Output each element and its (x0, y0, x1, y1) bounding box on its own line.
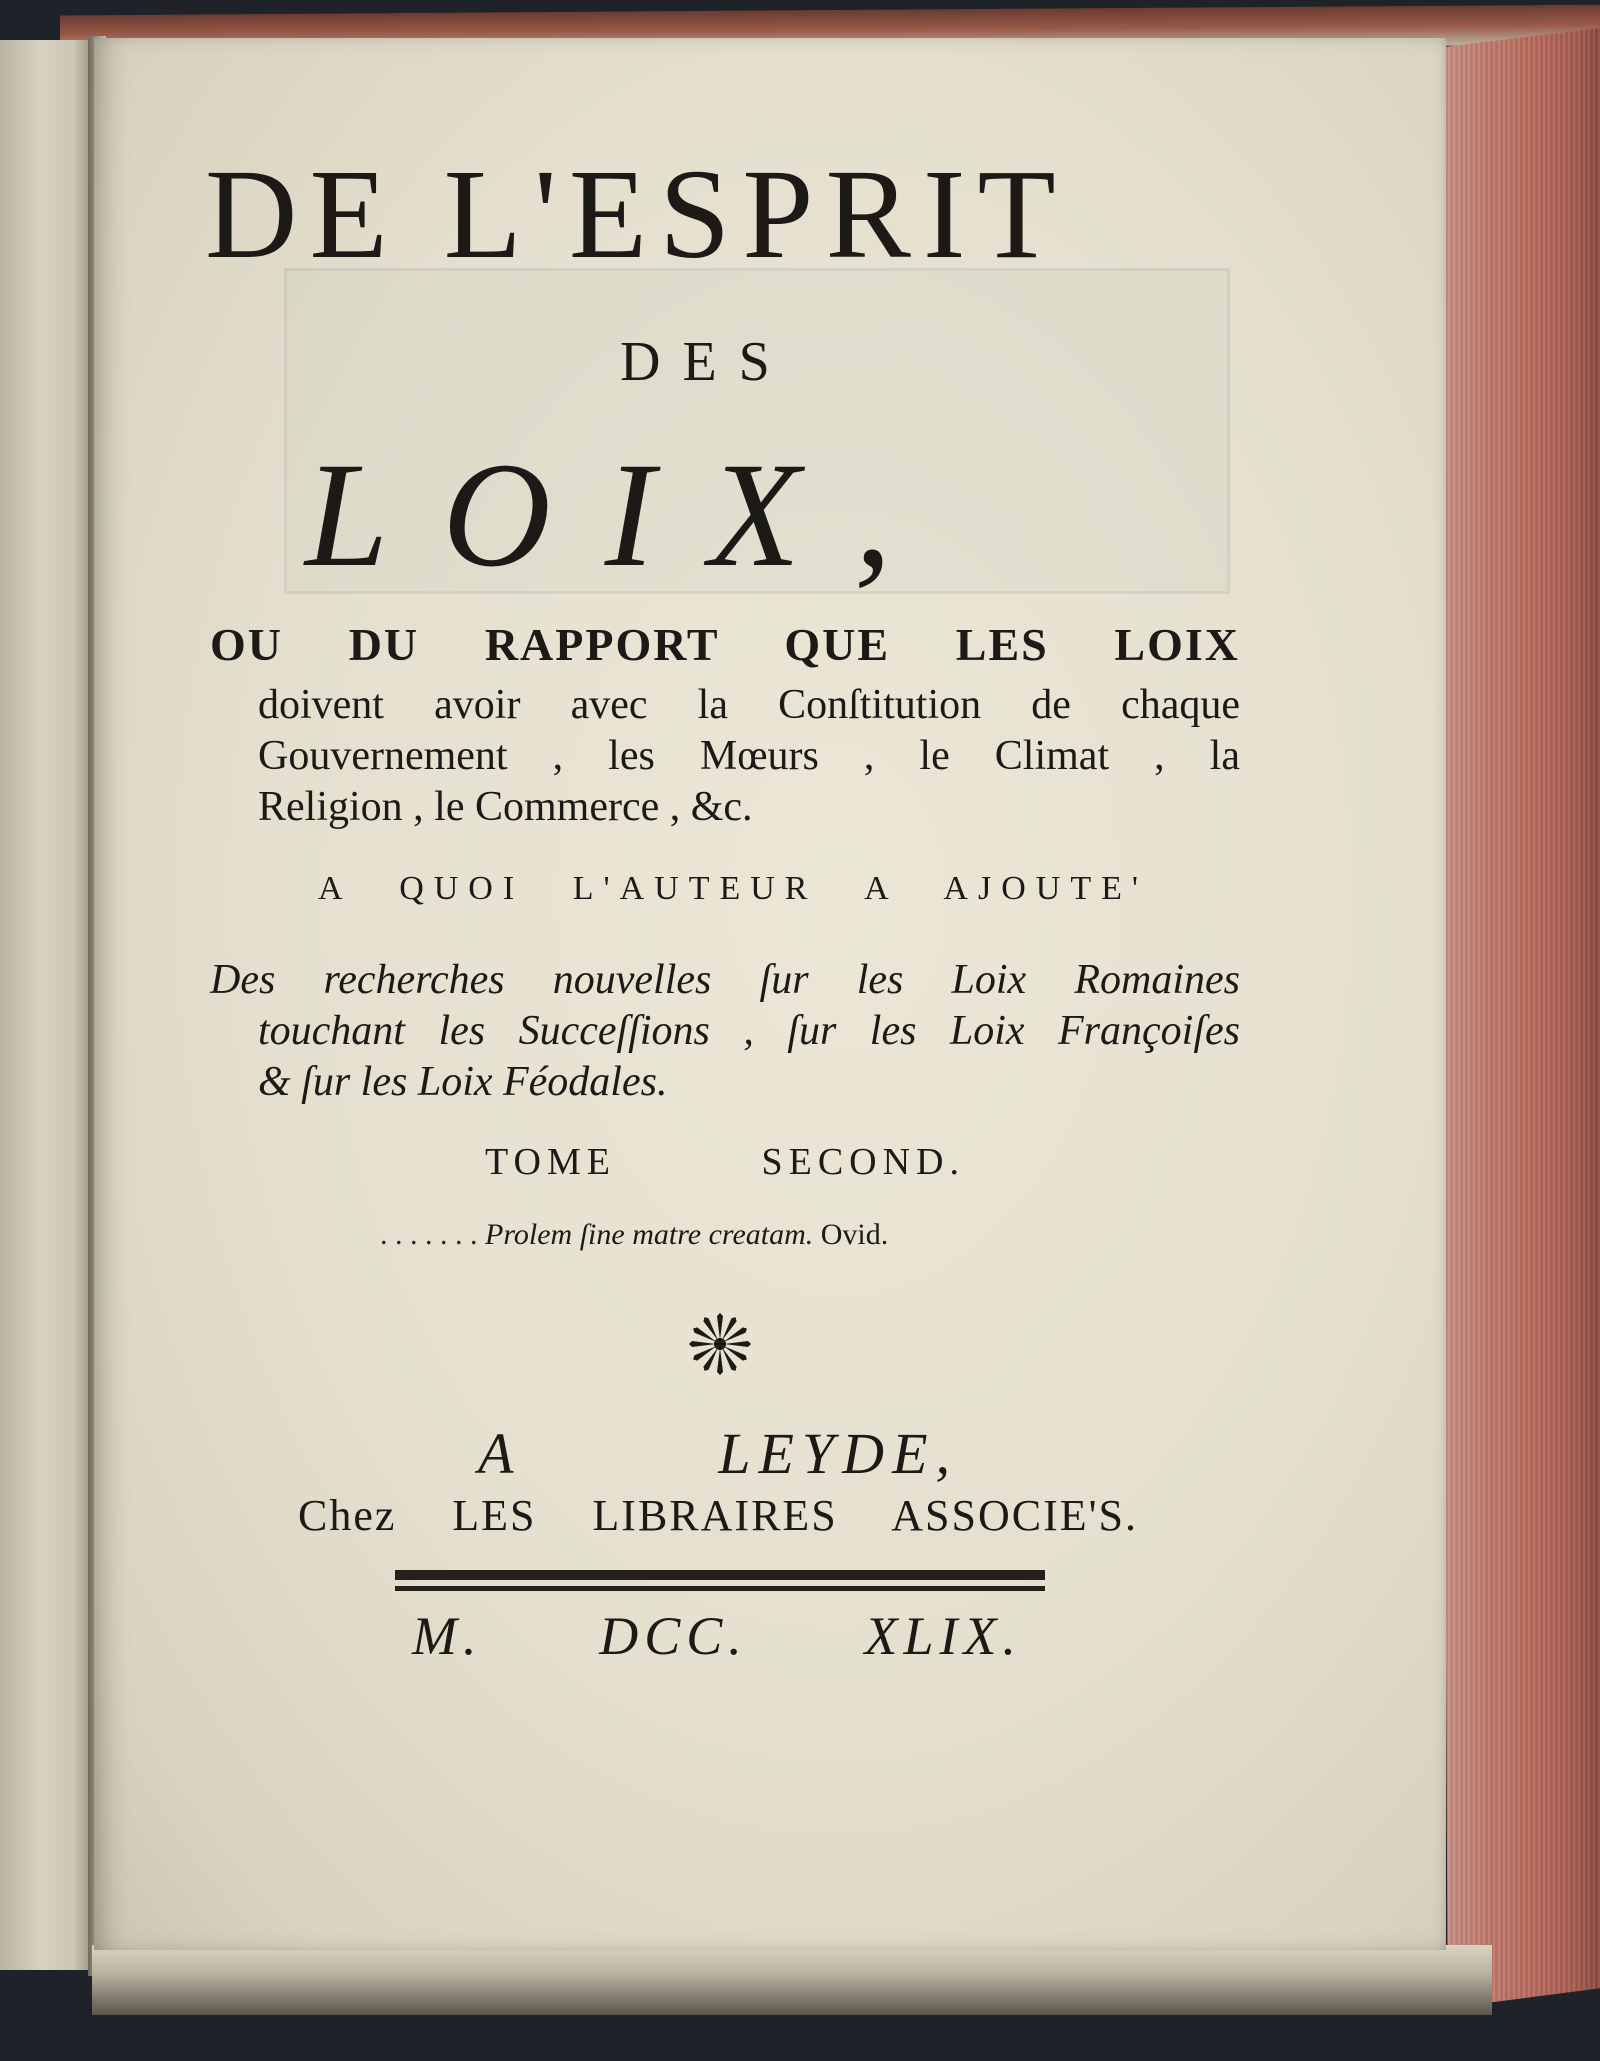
added-by-author: A QUOI L'AUTEUR A AJOUTE' (318, 870, 1148, 907)
publication-place: A LEYDE, (478, 1421, 958, 1486)
rule-thin (395, 1586, 1045, 1591)
left-page-edge (0, 40, 94, 1970)
description (258, 680, 1240, 833)
rule-thick (395, 1570, 1045, 1580)
volume-label: TOME SECOND. (485, 1141, 965, 1183)
epigraph-author: Ovid. (820, 1218, 889, 1251)
description-line: Religion , le Commerce , &c. (258, 784, 753, 830)
research-line: & ſur les Loix Féodales. (258, 1059, 668, 1105)
book-bottom-edge (92, 1945, 1492, 2015)
printer: Chez LES LIBRAIRES ASSOCIE'S. (298, 1491, 1138, 1540)
research-note (210, 955, 1240, 1108)
epigraph-quote: Prolem ſine matre creatam. (485, 1218, 814, 1251)
subtitle: OU DU RAPPORT QUE LES LOIX (210, 619, 1240, 670)
title-line-3: LOIX, (305, 432, 946, 598)
title-line-2: DES (620, 331, 792, 393)
research-line: touchant les Succeſſions , ſur les Loix Françoiſes (258, 1008, 1240, 1054)
printer-ornament-icon (688, 1312, 752, 1376)
description-line: doivent avoir avec la Conſtitution de chaque (258, 682, 1240, 728)
red-page-edges (1438, 28, 1600, 2008)
research-line: Des recherches nouvelles ſur les Loix Romaines (210, 957, 1240, 1003)
epigraph (380, 1218, 1060, 1252)
double-rule (395, 1570, 1045, 1596)
title-line-1: DE L'ESPRIT (205, 143, 1068, 285)
epigraph-dots: . . . . . . . (380, 1218, 478, 1251)
description-line: Gouvernement , les Mœurs , le Climat , la (258, 733, 1240, 779)
publication-date: M. DCC. XLIX. (412, 1606, 1022, 1666)
